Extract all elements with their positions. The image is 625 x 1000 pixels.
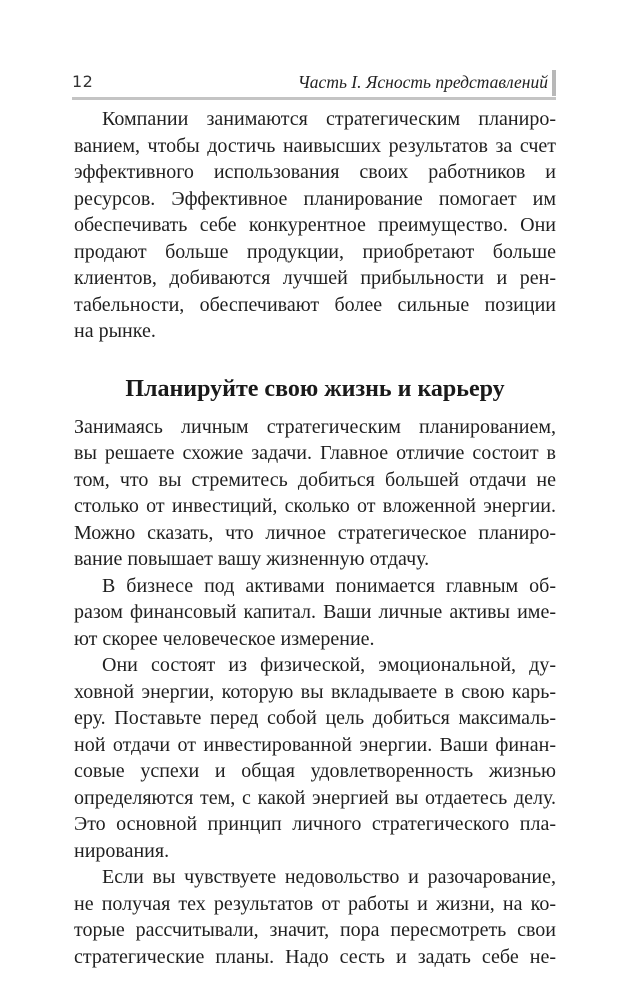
text-line: В бизнесе под активами понимается главным об- [102,574,556,597]
text-line: еру. Поставьте перед собой цель добиться максималь- [74,707,556,729]
section-paragraph-4 [74,864,556,970]
body-text [74,106,556,970]
text-line: продают больше продукции, приобретают больше [74,240,556,263]
text-line: разом финансовый капитал. Ваши личные активы име- [74,601,556,623]
text-line: ховной энергии, которую вы вкладываете в свою карь- [74,680,556,703]
text-line: ванием, чтобы достичь наивысших результатов за счет [74,134,556,157]
text-line: Это основной принцип личного стратегического пла- [74,813,556,835]
text-line: ной отдачи от инвестированной энергии. Ваши финан- [74,733,556,756]
paragraph-intro [74,106,556,345]
text-line: нирования. [74,839,170,862]
section-paragraph-1 [74,414,556,573]
text-line: не получая тех результатов от работы и жизни, на ко- [74,892,556,915]
running-header [72,70,556,100]
header-vertical-rule [552,70,556,96]
text-line: Они состоят из физической, эмоциональной, ду- [102,654,556,676]
text-line: вы решаете схожие задачи. Главное отличие состоит в [74,442,556,464]
text-line: табельности, обеспечивают более сильные позиции [74,293,556,316]
header-horizontal-rule [72,97,556,100]
text-line: эффективного использования своих работников и [74,161,556,183]
section-paragraph-2 [74,573,556,653]
section-paragraph-3 [74,652,556,864]
text-line: торые рассчитывали, значит, пора пересмотреть свои [74,919,556,941]
text-line: Если вы чувствуете недовольство и разочарование, [102,866,556,888]
text-line: Занимаясь личным стратегическим планированием, [74,415,556,438]
page-number: 12 [72,72,94,91]
text-line: столько от инвестиций, сколько от вложенной энергии. [74,495,556,517]
text-line: ют скорее человеческое измерение. [74,627,375,650]
text-line: совые успехи и общая удовлетворенность жизнью [74,760,556,782]
text-line: ресурсов. Эффективное планирование помогает им [74,187,556,210]
text-line: том, что вы стремитесь добиться большей отдачи не [74,468,556,491]
text-line: на рынке. [74,320,156,342]
section-heading: Планируйте свою жизнь и карьеру [125,375,505,402]
text-line: Компании занимаются стратегическим планиро- [102,108,556,130]
text-line: стратегические планы. Надо сесть и задать себе не- [74,945,556,968]
text-line: определяются тем, с какой энергией вы отдаетесь делу. [74,786,556,809]
text-line: Можно сказать, что личное стратегическое планиро- [74,521,556,544]
text-line: клиентов, добиваются лучшей прибыльности и рен- [74,267,556,289]
text-line: обеспечивать себе конкурентное преимущество. Они [74,214,556,236]
text-line: вание повышает вашу жизненную отдачу. [74,548,430,570]
chapter-title: Часть I. Ясность представлений [297,72,548,92]
